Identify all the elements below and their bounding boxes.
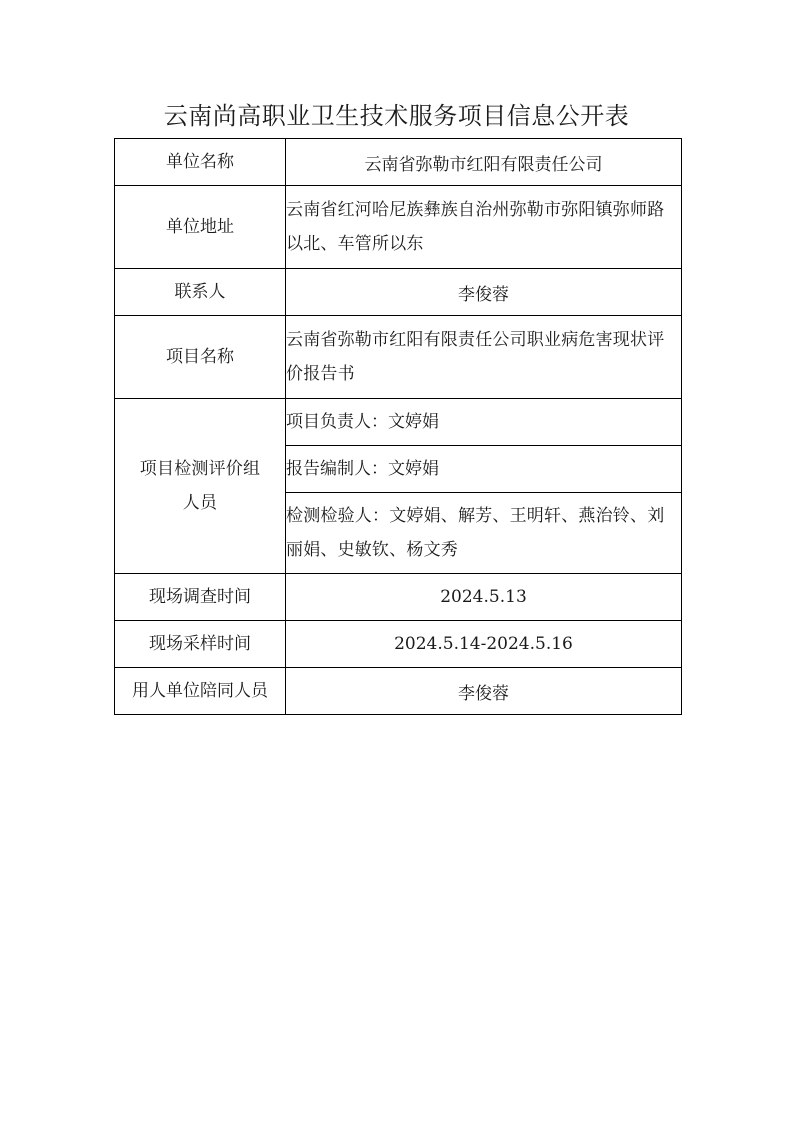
unit-address-label: 单位地址 bbox=[115, 186, 286, 269]
table-row-contact bbox=[115, 269, 682, 316]
unit-name-value: 云南省弥勒市红阳有限责任公司 bbox=[286, 139, 682, 186]
team-leader-value: 项目负责人：文婷娟 bbox=[286, 399, 682, 446]
table-row-unit-address bbox=[115, 186, 682, 269]
table-row-project-name bbox=[115, 316, 682, 399]
table-row-survey-time bbox=[115, 574, 682, 621]
unit-address-text: 云南省红河哈尼族彝族自治州弥勒市弥阳镇弥师路以北、车管所以东 bbox=[286, 200, 665, 254]
team-inspectors-text: 检测检验人：文婷娟、解芳、王明轩、燕治铃、刘丽娟、史敏钦、杨文秀 bbox=[286, 506, 665, 560]
unit-address-value bbox=[286, 186, 682, 269]
sampling-time-value: 2024.5.14-2024.5.16 bbox=[286, 621, 682, 668]
survey-time-label: 现场调查时间 bbox=[115, 574, 286, 621]
table-row-team-leader bbox=[115, 399, 682, 446]
team-writer-value: 报告编制人：文婷娟 bbox=[286, 446, 682, 493]
accompany-value: 李俊蓉 bbox=[286, 668, 682, 715]
project-name-label: 项目名称 bbox=[115, 316, 286, 399]
table-row-sampling-time bbox=[115, 621, 682, 668]
team-label-text: 项目检测评价组人员 bbox=[139, 459, 261, 513]
project-name-text: 云南省弥勒市红阳有限责任公司职业病危害现状评价报告书 bbox=[286, 330, 665, 384]
table-row-unit-name bbox=[115, 139, 682, 186]
table-row-accompany bbox=[115, 668, 682, 715]
contact-value: 李俊蓉 bbox=[286, 269, 682, 316]
accompany-label: 用人单位陪同人员 bbox=[115, 668, 286, 715]
sampling-time-label: 现场采样时间 bbox=[115, 621, 286, 668]
team-inspectors-value bbox=[286, 493, 682, 574]
survey-time-value: 2024.5.13 bbox=[286, 574, 682, 621]
project-name-value bbox=[286, 316, 682, 399]
page-title: 云南尚高职业卫生技术服务项目信息公开表 bbox=[163, 102, 630, 130]
info-table bbox=[114, 138, 682, 715]
unit-name-label: 单位名称 bbox=[115, 139, 286, 186]
contact-label: 联系人 bbox=[115, 269, 286, 316]
team-label bbox=[115, 399, 286, 574]
